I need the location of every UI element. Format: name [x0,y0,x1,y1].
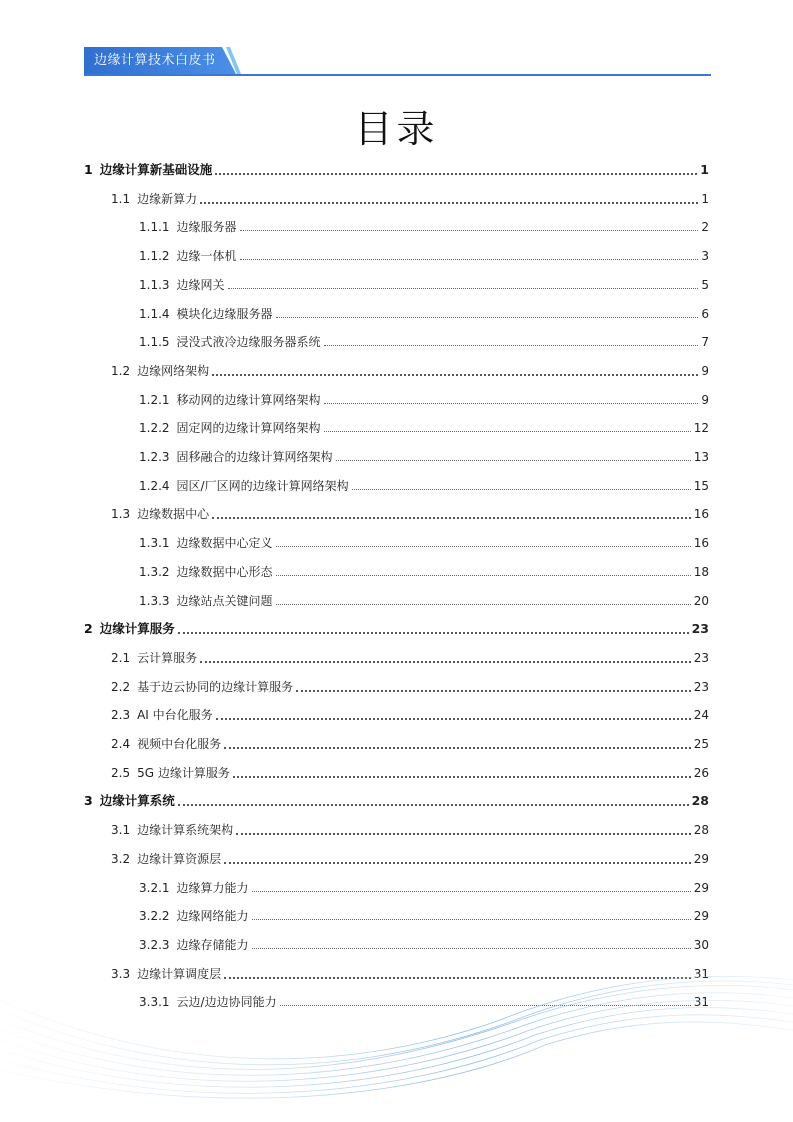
toc-leader-dots [212,517,691,519]
toc-entry-page: 3 [701,249,709,264]
toc-entry-page: 30 [693,937,709,952]
toc-entry[interactable] [139,878,709,898]
toc-entry-label: 边缘一体机 [176,249,237,264]
toc-entry[interactable] [139,332,709,352]
toc-entry-label: 边缘服务器 [176,220,237,235]
toc-entry-page: 26 [693,765,709,780]
toc-entry-number: 3.1 [111,823,131,838]
toc-entry-number: 2.1 [111,650,131,665]
toc-leader-dots [233,776,691,778]
toc-entry-label: 视频中台化服务 [137,737,222,751]
toc-entry-number: 1.3 [111,507,131,522]
toc-entry-number: 1 [84,162,93,177]
toc-entry-label: 边缘存储能力 [176,937,249,952]
toc-entry-number: 1.2.4 [139,478,170,493]
toc-entry-page: 16 [693,536,709,551]
toc-leader-dots [276,575,691,576]
toc-entry-number: 1.1 [111,191,131,206]
toc-entry-page: 28 [693,823,709,838]
toc-entry[interactable] [139,418,709,438]
toc-entry-label: 边缘计算系统 [99,793,175,809]
toc-entry-page: 20 [693,593,709,608]
toc-entry-number: 1.1.5 [139,335,170,350]
toc-entry-number: 2.2 [111,679,131,694]
toc-leader-dots [200,661,691,663]
toc-entry-page: 31 [693,966,709,981]
toc-entry-page: 15 [693,478,709,493]
toc-entry-number: 1.3.1 [139,536,170,551]
toc-entry-page: 6 [701,306,709,321]
toc-entry[interactable] [111,648,709,668]
toc-entry-label: 边缘计算资源层 [137,851,222,866]
toc-entry-page: 1 [700,162,709,177]
toc-entry[interactable] [139,275,709,295]
toc-entry-number: 2 [84,621,93,637]
toc-entry-label: 固移融合的边缘计算网络架构 [176,450,333,464]
toc-entry[interactable] [111,734,709,754]
toc-leader-dots [324,345,699,346]
toc-entry[interactable] [84,160,709,180]
header-divider [84,74,711,76]
toc-leader-dots [336,460,691,461]
toc-entry-label: 边缘网关 [176,277,225,292]
toc-leader-dots [236,833,691,835]
toc-entry-label: 边缘计算服务 [99,621,175,637]
toc-entry-number: 1.2.1 [139,392,170,407]
toc-entry[interactable] [139,935,709,955]
toc-entry[interactable] [139,246,709,266]
toc-entry-label: 边缘计算调度层 [137,966,222,981]
toc-leader-dots [240,259,699,260]
toc-entry[interactable] [84,619,709,639]
toc-entry[interactable] [139,476,709,496]
toc-entry-number: 1.2 [111,363,131,378]
toc-entry-label: 5G 边缘计算服务 [137,765,230,780]
toc-entry-page: 9 [701,363,709,378]
toc-entry-label: 边缘计算系统架构 [137,823,234,838]
toc-entry-number: 1.3.2 [139,564,170,579]
toc-leader-dots [200,202,698,204]
toc-leader-dots [212,374,698,376]
toc-entry-number: 2.4 [111,737,131,751]
toc-entry-label: 模块化边缘服务器 [176,306,273,321]
toc-leader-dots [240,230,699,231]
toc-entry[interactable] [111,820,709,840]
toc-entry-label: 边缘网络能力 [176,909,249,924]
toc-entry-page: 31 [693,995,709,1010]
toc-leader-dots [252,948,691,949]
toc-entry-number: 2.5 [111,765,131,780]
toc-leader-dots [252,891,691,892]
toc-leader-dots [252,919,691,920]
toc-entry-number: 1.1.2 [139,249,170,264]
toc-entry-page: 23 [693,679,709,694]
toc-entry-label: 边缘站点关键问题 [176,593,273,608]
toc-entry-page: 29 [693,851,709,866]
toc-entry-label: 边缘计算新基础设施 [99,162,213,177]
toc-entry-label: 边缘数据中心 [137,507,210,522]
toc-leader-dots [178,632,689,634]
toc-entry-label: 边缘算力能力 [176,880,249,895]
toc-entry-number: 1.2.3 [139,450,170,464]
toc-entry-number: 3.2.1 [139,880,170,895]
toc-entry-label: 基于边云协同的边缘计算服务 [137,679,294,694]
toc-entry[interactable] [139,217,709,237]
toc-entry[interactable] [111,763,709,783]
toc-entry-label: AI 中台化服务 [137,708,213,723]
toc-entry-number: 1.1.1 [139,220,170,235]
toc-leader-dots [178,804,689,806]
page-title: 目录 [354,107,439,151]
toc-entry-page: 13 [693,450,709,464]
toc-entry[interactable] [139,562,709,582]
toc-entry[interactable] [84,791,709,811]
toc-entry[interactable] [139,447,709,467]
toc-entry-page: 29 [693,909,709,924]
header-title: 边缘计算技术白皮书 [94,53,216,68]
toc-entry-number: 3.2.2 [139,909,170,924]
toc-entry[interactable] [139,906,709,926]
toc-entry-label: 园区/厂区网的边缘计算网络架构 [176,478,349,493]
toc-entry-number: 3 [84,793,93,809]
toc-entry-number: 1.3.3 [139,593,170,608]
toc-entry-number: 1.1.3 [139,277,170,292]
toc-entry-label: 移动网的边缘计算网络架构 [176,392,321,407]
toc-entry-page: 28 [691,793,709,809]
toc-entry-label: 固定网的边缘计算网络架构 [176,421,321,436]
toc-entry-label: 浸没式液冷边缘服务器系统 [176,335,321,350]
toc-entry-label: 边缘网络架构 [137,363,210,378]
toc-entry-label: 边缘数据中心定义 [176,536,273,551]
toc-leader-dots [216,718,691,720]
toc-entry[interactable] [111,504,709,524]
decorative-wave [0,960,793,1122]
toc-leader-dots [224,862,691,864]
toc-entry-page: 29 [693,880,709,895]
toc-entry[interactable] [139,304,709,324]
toc-entry[interactable] [139,390,709,410]
toc-entry-number: 3.3.1 [139,995,170,1010]
toc-entry-label: 云边/边边协同能力 [176,995,277,1010]
toc-entry-label: 云计算服务 [137,650,198,665]
toc-entry[interactable] [111,189,709,209]
toc-entry-page: 23 [691,621,709,637]
toc-entry-page: 1 [701,191,709,206]
toc-leader-dots [296,690,691,692]
toc-leader-dots [215,173,697,175]
toc-leader-dots [224,747,691,749]
toc-entry-page: 24 [693,708,709,723]
toc-leader-dots [276,604,691,605]
toc-entry-label: 边缘新算力 [137,191,198,206]
toc-entry-page: 12 [693,421,709,436]
toc-entry-page: 18 [693,564,709,579]
toc-entry-page: 25 [693,737,709,751]
toc-entry[interactable] [111,705,709,725]
toc-entry[interactable] [111,849,709,869]
toc-leader-dots [324,431,691,432]
toc-entry-number: 2.3 [111,708,131,723]
toc-leader-dots [228,288,699,289]
toc-leader-dots [352,489,691,490]
toc-entry[interactable] [139,533,709,553]
toc-leader-dots [324,403,699,404]
toc-entry-number: 3.3 [111,966,131,981]
toc-entry-number: 3.2 [111,851,131,866]
toc-entry-page: 7 [701,335,709,350]
toc-entry-page: 23 [693,650,709,665]
toc-entry[interactable] [111,677,709,697]
toc-entry-page: 2 [701,220,709,235]
toc-entry-number: 3.2.3 [139,937,170,952]
toc-entry-number: 1.1.4 [139,306,170,321]
toc-leader-dots [276,546,691,547]
toc-entry-label: 边缘数据中心形态 [176,564,273,579]
toc-entry-number: 1.2.2 [139,421,170,436]
toc-entry[interactable] [139,591,709,611]
toc-entry-page: 16 [693,507,709,522]
toc-entry-page: 9 [701,392,709,407]
toc-entry[interactable] [111,361,709,381]
toc-leader-dots [276,317,699,318]
toc-entry-page: 5 [701,277,709,292]
